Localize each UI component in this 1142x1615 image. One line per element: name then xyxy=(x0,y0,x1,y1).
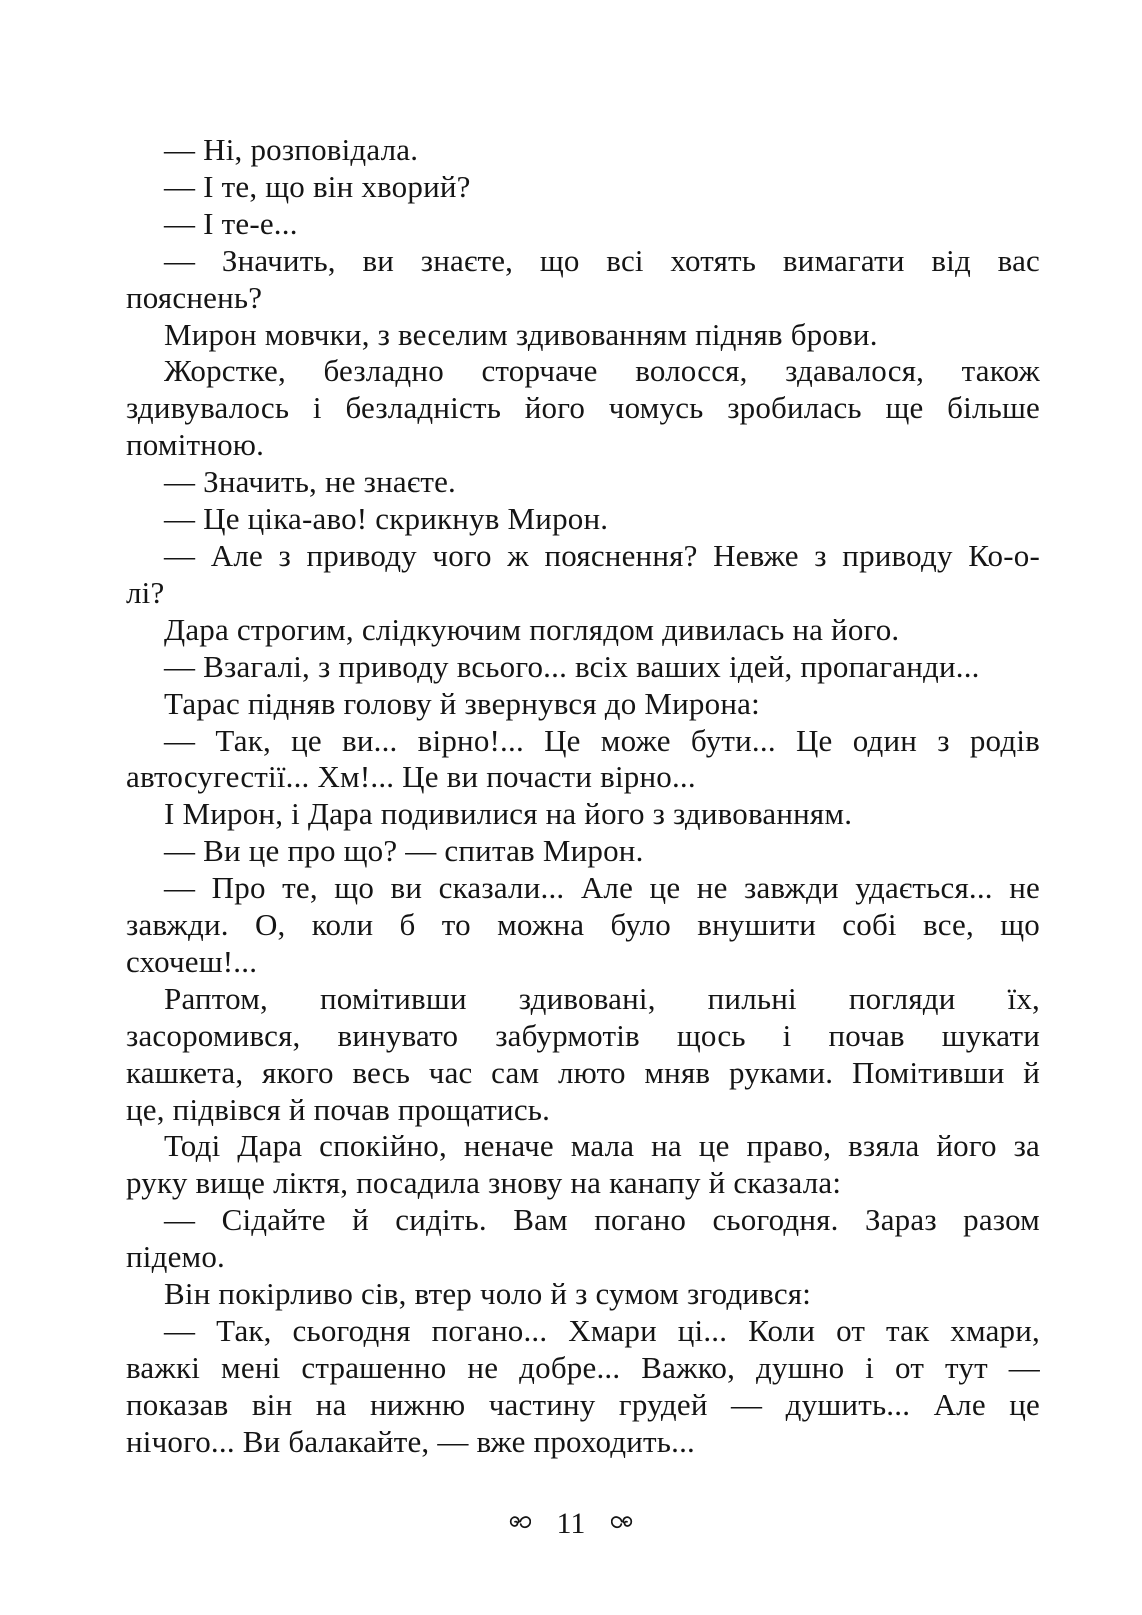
text-line: Раптом, помітивши здивовані, пильні погляди їх, xyxy=(164,980,1040,1016)
text-line: — Значить, ви знаєте, що всі хотять вимагати від вас xyxy=(164,242,1040,278)
text-line: — Але з приводу чого ж пояснення? Невже з приводу Ко-о- xyxy=(164,537,1040,573)
text-line: важкі мені страшенно не добре... Важко, душно і от тут — xyxy=(126,1349,1040,1385)
paragraph xyxy=(126,317,1040,354)
text-line: Він покірливо сів, втер чоло й з сумом згодився: xyxy=(164,1276,812,1312)
paragraph xyxy=(126,243,1040,317)
text-line: — Так, сьогодня погано... Хмари ці... Коли от так хмари, xyxy=(164,1313,1040,1348)
text-line: — Про те, що ви сказали... Але це не завжди удається... не xyxy=(164,870,1040,906)
text-line: — Сідайте й сидіть. Вам погано сьогодня. Зараз разом xyxy=(164,1202,1040,1238)
text-line: Тоді Дара спокійно, неначе мала на це право, взяла його за xyxy=(164,1128,1040,1164)
paragraph xyxy=(126,1313,1040,1461)
paragraph xyxy=(126,132,1040,169)
text-line: показав він на нижню частину грудей — душить... Але це xyxy=(126,1386,1040,1422)
text-line: — Ні, розповідала. xyxy=(164,132,419,167)
paragraph xyxy=(126,206,1040,243)
text-line: засоромився, винувато забурмотів щось і почав шукати xyxy=(126,1017,1040,1053)
paragraph xyxy=(126,649,1040,686)
text-line: — І те, що він хворий? xyxy=(164,168,471,204)
text-line: Мирон мовчки, з веселим здивованням підняв брови. xyxy=(164,316,878,352)
text-line: І Мирон, і Дара подивилися на його з здивованням. xyxy=(164,796,853,832)
paragraph xyxy=(126,723,1040,797)
paragraph xyxy=(126,612,1040,649)
paragraph xyxy=(126,833,1040,870)
text-line: Жорстке, безладно сторчаче волосся, здавалося, також xyxy=(164,353,1040,389)
text-line: нічого... Ви балакайте, — вже проходить... xyxy=(126,1423,695,1459)
text-line: помітною. xyxy=(126,427,265,463)
text-line: руку вище ліктя, посадила знову на канапу й сказала: xyxy=(126,1165,842,1201)
page-footer xyxy=(0,1506,1142,1542)
paragraph xyxy=(126,501,1040,538)
paragraph xyxy=(126,169,1040,206)
text-line: завжди. О, коли б то можна було внушити собі все, що xyxy=(126,907,1040,943)
text-line: — Так, це ви... вірно!... Це може бути... Це один з родів xyxy=(164,722,1040,758)
text-line: здивувалось і безладність його чомусь зробилась ще більше xyxy=(126,390,1040,426)
paragraph xyxy=(126,1128,1040,1202)
paragraph xyxy=(126,1276,1040,1313)
text-line: підемо. xyxy=(126,1239,226,1275)
paragraph xyxy=(126,353,1040,464)
text-line: схочеш!... xyxy=(126,943,258,979)
text-line: Тарас підняв голову й звернувся до Мирона: xyxy=(164,685,760,721)
paragraph xyxy=(126,686,1040,723)
paragraph xyxy=(126,796,1040,833)
fleuron-right-icon xyxy=(611,1515,634,1534)
paragraph xyxy=(126,538,1040,612)
text-line: кашкета, якого весь час сам люто мняв руками. Помітивши й xyxy=(126,1054,1040,1090)
text-line: — Значить, не знаєте. xyxy=(164,464,457,500)
paragraph xyxy=(126,464,1040,501)
fleuron-left-icon xyxy=(508,1515,531,1534)
paragraph xyxy=(126,981,1040,1129)
text-line: — Ви це про що? — спитав Мирон. xyxy=(164,833,644,869)
paragraph xyxy=(126,1202,1040,1276)
text-line: — Взагалі, з приводу всього... всіх ваших ідей, пропаганди... xyxy=(164,648,980,684)
text-line: — І те-е... xyxy=(164,205,298,241)
text-line: автосугестії... Хм!... Це ви почасти вірно... xyxy=(126,759,696,795)
text-block xyxy=(126,132,1040,1461)
text-line: пояснень? xyxy=(126,279,263,315)
page-number: 11 xyxy=(556,1507,586,1540)
text-line: лі? xyxy=(126,574,165,610)
text-line: це, підвівся й почав прощатись. xyxy=(126,1091,551,1127)
text-line: — Це ціка-аво! скрикнув Мирон. xyxy=(164,501,609,537)
text-line: Дара строгим, слідкуючим поглядом дивилась на його. xyxy=(164,611,900,647)
paragraph xyxy=(126,870,1040,981)
